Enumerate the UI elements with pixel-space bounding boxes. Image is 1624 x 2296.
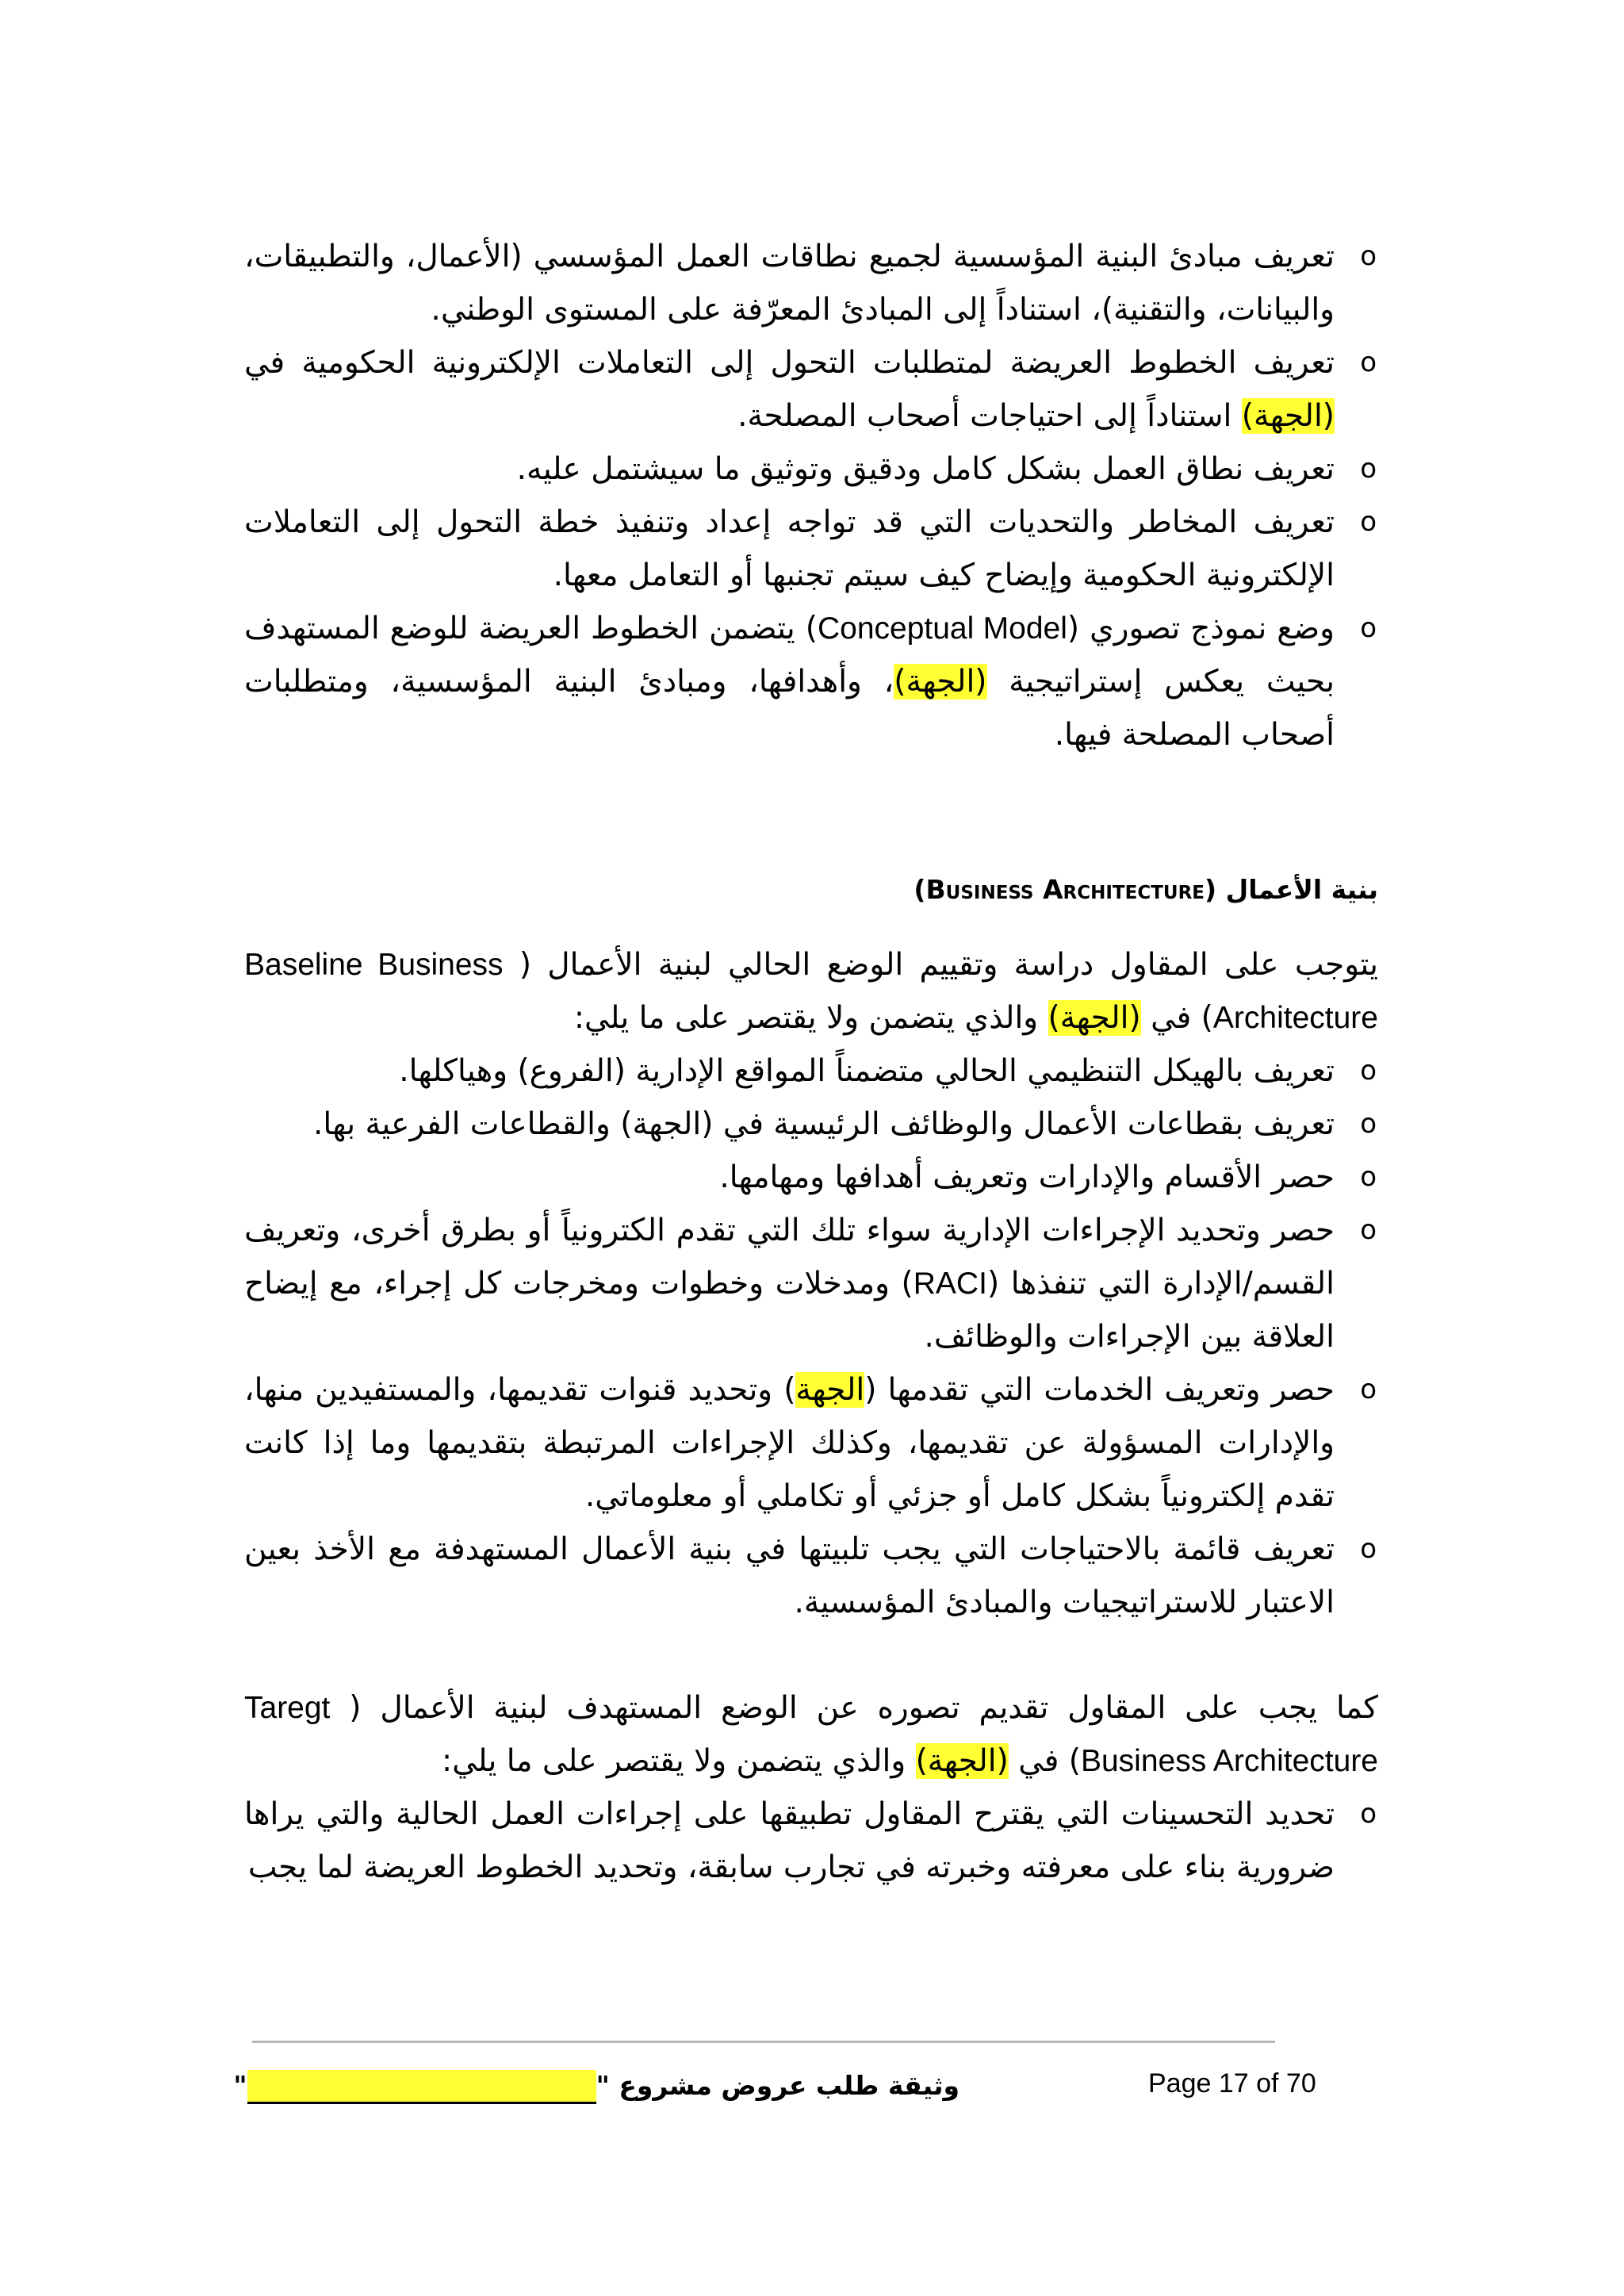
intro-section: [244, 230, 1378, 761]
target-bullet-list: [244, 1788, 1378, 1894]
footer-title: وثيقة طلب عروض مشروع "": [515, 2070, 959, 2104]
page-footer: [233, 2062, 1316, 2118]
list-item: o تحديد التحسينات التي يقترح المقاول تطبيقها على إجراءات العمل الحالية والتي يراها ضرورية بناء على معرفته وخبرته في تجارب سابقة، وتحديد الخطوط العريضة لما يجب: [244, 1788, 1378, 1894]
entity-highlight: (الجهة): [1048, 1000, 1141, 1036]
list-item: o حصر وتعريف الخدمات التي تقدمها (الجهة) وتحديد قنوات تقديمها، والمستفيدين منها، والإدارات المسؤولة عن تقديمها، وكذلك الإجراءات المرتبطة بتقديمها وما إذا كانت تقدم إلكترونياً بشكل كامل أو جزئي أو تكاملي أو معلوماتي.: [244, 1363, 1378, 1523]
entity-highlight: (الجهة): [1241, 398, 1335, 434]
list-item: o تعريف قائمة بالاحتياجات التي يجب تلبيتها في بنية الأعمال المستهدفة مع الأخذ بعين الاعتبار للاستراتيجيات والمبادئ المؤسسية.: [244, 1523, 1378, 1629]
list-item: o وضع نموذج تصوري (Conceptual Model) يتضمن الخطوط العريضة للوضع المستهدف بحيث يعكس إستراتيجية (الجهة)، وأهدافها، ومبادئ البنية المؤسسية، ومتطلبات أصحاب المصلحة فيها.: [244, 602, 1378, 761]
footer-divider: [252, 2041, 1275, 2043]
entity-highlight: الجهة: [795, 1372, 865, 1408]
intro-bullet-list: [244, 230, 1378, 761]
list-item: o تعريف الخطوط العريضة لمتطلبات التحول إلى التعاملات الإلكترونية الحكومية في (الجهة) استناداً إلى احتياجات أصحاب المصلحة.: [244, 336, 1378, 443]
list-item: o تعريف بقطاعات الأعمال والوظائف الرئيسية في (الجهة) والقطاعات الفرعية بها.: [244, 1098, 1378, 1151]
baseline-section: [244, 938, 1378, 1629]
list-item: o تعريف بالهيكل التنظيمي الحالي متضمناً المواقع الإدارية (الفروع) وهياكلها.: [244, 1045, 1378, 1098]
section-heading: بنية الأعمال (Business Architecture): [914, 874, 1378, 905]
project-name-blank: [247, 2070, 596, 2104]
baseline-bullet-list: [244, 1045, 1378, 1629]
list-item: o حصر الأقسام والإدارات وتعريف أهدافها ومهامها.: [244, 1151, 1378, 1204]
baseline-paragraph: يتوجب على المقاول دراسة وتقييم الوضع الحالي لبنية الأعمال ( Baseline Business Architecture) في (الجهة) والذي يتضمن ولا يقتصر على ما يلي:: [244, 947, 1378, 1036]
entity-highlight: (الجهة): [894, 664, 987, 700]
entity-highlight: (الجهة): [915, 1743, 1009, 1779]
page-number: Page 17 of 70: [1148, 2068, 1316, 2099]
list-item: o تعريف مبادئ البنية المؤسسية لجميع نطاقات العمل المؤسسي (الأعمال، والتطبيقات، والبيانات، والتقنية)، استناداً إلى المبادئ المعرّفة على المستوى الوطني.: [244, 230, 1378, 336]
list-item: o حصر وتحديد الإجراءات الإدارية سواء تلك التي تقدم الكترونياً أو بطرق أخرى، وتعريف القسم/الإدارة التي تنفذها (RACI) ومدخلات وخطوات ومخرجات كل إجراء، مع إيضاح العلاقة بين الإجراءات والوظائف.: [244, 1204, 1378, 1363]
target-paragraph: كما يجب على المقاول تقديم تصوره عن الوضع المستهدف لبنية الأعمال ( Taregt Business Architecture) في (الجهة) والذي يتضمن ولا يقتصر على ما يلي:: [244, 1690, 1378, 1779]
list-item: o تعريف نطاق العمل بشكل كامل ودقيق وتوثيق ما سيشتمل عليه.: [244, 443, 1378, 496]
list-item: o تعريف المخاطر والتحديات التي قد تواجه إعداد وتنفيذ خطة التحول إلى التعاملات الإلكترونية الحكومية وإيضاح كيف سيتم تجنبها أو التعامل معها.: [244, 496, 1378, 602]
target-section: [244, 1681, 1378, 1894]
